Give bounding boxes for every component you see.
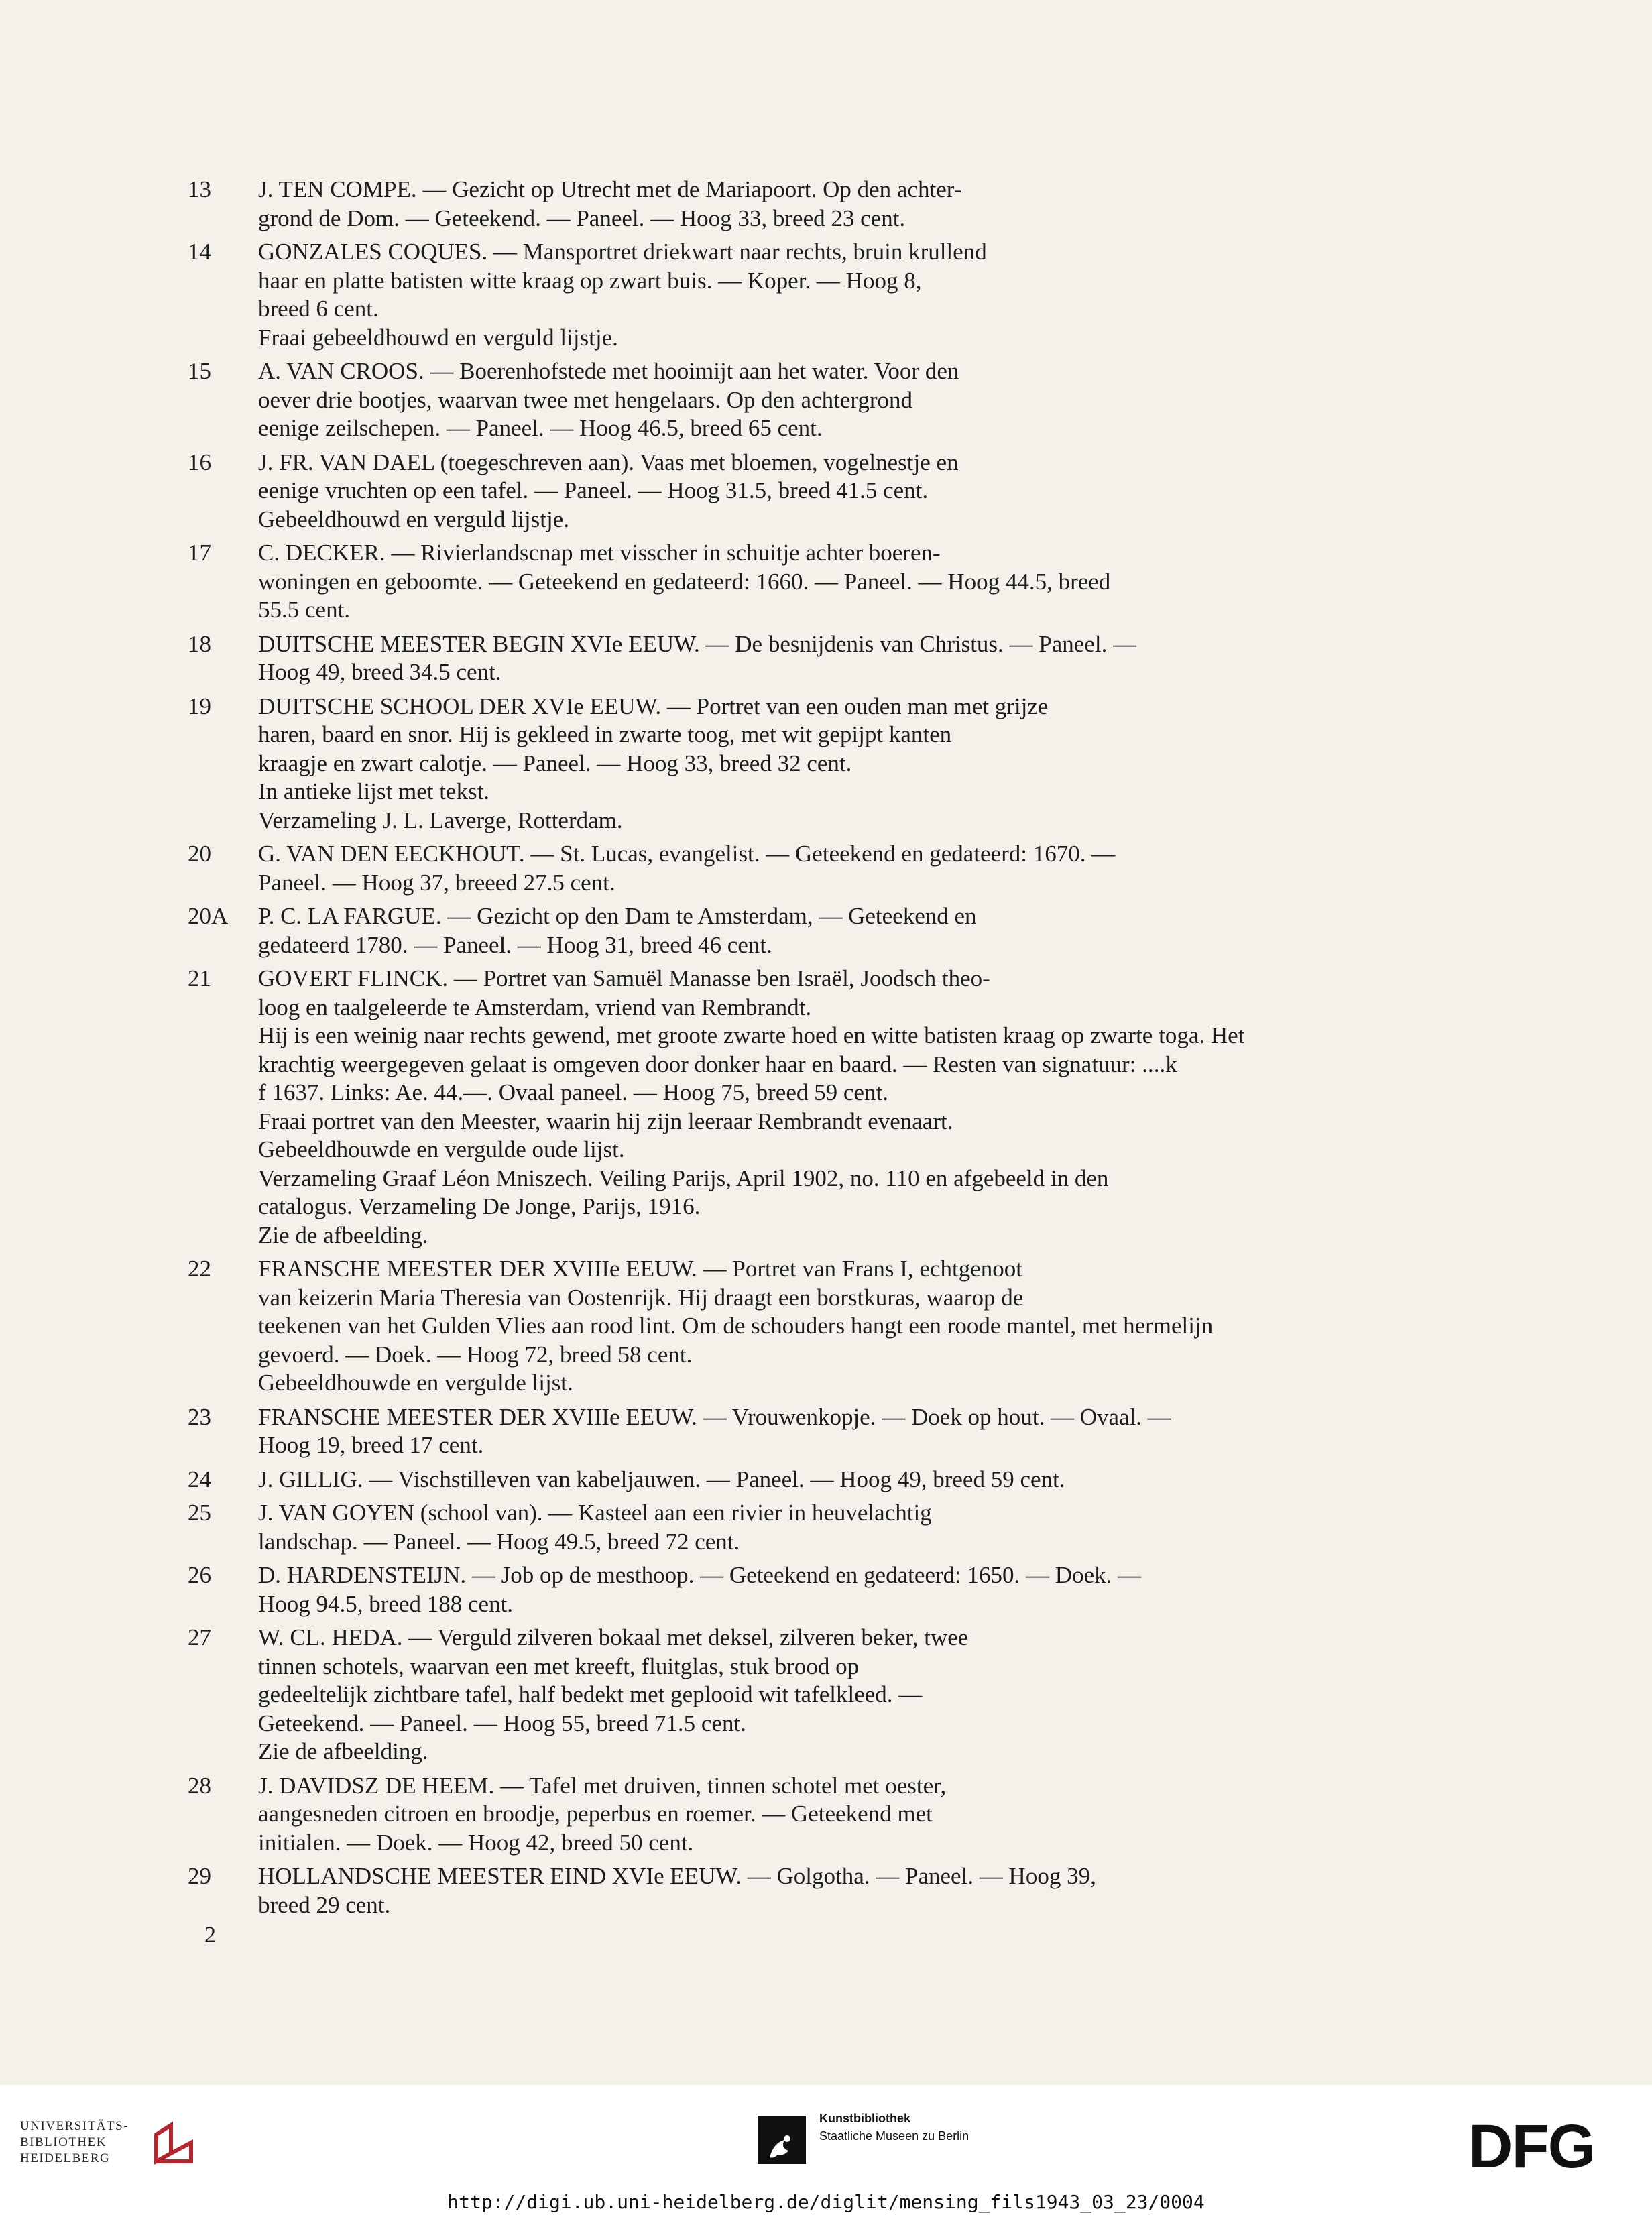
entry-line: loog en taalgeleerde te Amsterdam, vriend van Rembrandt. <box>258 994 812 1020</box>
entry-line: initialen. — Doek. — Hoog 42, breed 50 cent. <box>258 1829 694 1856</box>
catalog-entry <box>188 1255 1522 1398</box>
dfg-logo: DFG <box>1468 2112 1595 2181</box>
catalog-entry <box>188 840 1522 897</box>
entry-line: P. C. LA FARGUE. — Gezicht op den Dam te Amsterdam, — Geteekend en <box>258 903 977 929</box>
catalog-entry <box>188 902 1522 959</box>
entry-number: 25 <box>188 1500 211 1526</box>
entry-line: J. TEN COMPE. — Gezicht op Utrecht met de Mariapoort. Op den achter- <box>258 176 962 202</box>
entry-line: In antieke lijst met tekst. <box>258 778 490 804</box>
entry-line: oever drie bootjes, waarvan twee met hengelaars. Op den achtergrond <box>258 386 913 413</box>
entry-line: FRANSCHE MEESTER DER XVIIIe EEUW. — Portret van Frans I, echtgenoot <box>258 1256 1022 1282</box>
entry-number: 14 <box>188 239 211 265</box>
entry-line: gevoerd. — Doek. — Hoog 72, breed 58 cent. <box>258 1341 693 1368</box>
entry-line: Fraai gebeeldhouwd en verguld lijstje. <box>258 324 618 351</box>
catalog-entry <box>188 1624 1522 1766</box>
entry-line: 55.5 cent. <box>258 597 351 623</box>
entry-line: DUITSCHE MEESTER BEGIN XVIe EEUW. — De besnijdenis van Christus. — Paneel. — <box>258 630 1137 657</box>
entry-line: J. DAVIDSZ DE HEEM. — Tafel met druiven, tinnen schotel met oester, <box>258 1772 947 1799</box>
entry-number: 28 <box>188 1772 211 1799</box>
catalog-entry <box>188 1465 1522 1494</box>
entry-line: breed 29 cent. <box>258 1891 391 1918</box>
entry-line: van keizerin Maria Theresia van Oostenrijk. Hij draagt een borstkuras, waarop de <box>258 1284 1024 1311</box>
entry-line: Verzameling J. L. Laverge, Rotterdam. <box>258 806 623 833</box>
library-line-1: UNIVERSITÄTS- <box>20 2119 129 2133</box>
entry-number: 29 <box>188 1863 211 1889</box>
entry-line: GONZALES COQUES. — Mansportret driekwart naar rechts, bruin krullend <box>258 239 987 265</box>
entry-number: 27 <box>188 1624 211 1651</box>
entry-line: grond de Dom. — Geteekend. — Paneel. — Hoog 33, breed 23 cent. <box>258 204 906 231</box>
source-url[interactable]: http://digi.ub.uni-heidelberg.de/diglit/mensing_fils1943_03_23/0004 <box>447 2191 1205 2213</box>
entry-line: eenige zeilschepen. — Paneel. — Hoog 46.5, breed 65 cent. <box>258 415 823 441</box>
entry-number: 20A <box>188 903 229 929</box>
entry-line: J. GILLIG. — Vischstilleven van kabeljauwen. — Paneel. — Hoog 49, breed 59 cent. <box>258 1465 1065 1492</box>
catalog-entry <box>188 539 1522 625</box>
entry-line: gedateerd 1780. — Paneel. — Hoog 31, breed 46 cent. <box>258 931 772 958</box>
entry-line: J. VAN GOYEN (school van). — Kasteel aan een rivier in heuvelachtig <box>258 1500 932 1526</box>
catalog-entries <box>188 176 1522 1925</box>
entry-line: Hoog 49, breed 34.5 cent. <box>258 659 501 685</box>
entry-line: aangesneden citroen en broodje, peperbus en roemer. — Geteekend met <box>258 1801 933 1827</box>
catalog-entry <box>188 448 1522 534</box>
catalog-entry <box>188 1403 1522 1460</box>
entry-line: Paneel. — Hoog 37, breeed 27.5 cent. <box>258 869 615 896</box>
entry-number: 20 <box>188 841 211 867</box>
catalog-entry <box>188 238 1522 352</box>
entry-line: Zie de afbeelding. <box>258 1738 428 1764</box>
catalog-entry <box>188 1862 1522 1919</box>
entry-line: breed 6 cent. <box>258 296 379 322</box>
entry-line: landschap. — Paneel. — Hoog 49.5, breed 72 cent. <box>258 1528 740 1555</box>
entry-line: Gebeeldhouwd en verguld lijstje. <box>258 505 569 532</box>
catalog-entry <box>188 1561 1522 1618</box>
entry-line: f 1637. Links: Ae. 44.—. Ovaal paneel. — Hoog 75, breed 59 cent. <box>258 1079 888 1105</box>
kunstbibliothek-subtitle: Staatliche Museen zu Berlin <box>819 2129 969 2143</box>
entry-line: FRANSCHE MEESTER DER XVIIIe EEUW. — Vrouwenkopje. — Doek op hout. — Ovaal. — <box>258 1403 1171 1430</box>
entry-line: haren, baard en snor. Hij is gekleed in zwarte toog, met wit gepijpt kanten <box>258 721 952 747</box>
catalog-entry <box>188 965 1522 1250</box>
page-number: 2 <box>204 1923 216 1947</box>
catalog-entry <box>188 1772 1522 1858</box>
entry-line: W. CL. HEDA. — Verguld zilveren bokaal met deksel, zilveren beker, twee <box>258 1624 969 1651</box>
entry-line: Gebeeldhouwde en vergulde oude lijst. <box>258 1136 625 1162</box>
entry-number: 23 <box>188 1403 211 1430</box>
entry-line: J. FR. VAN DAEL (toegeschreven aan). Vaas met bloemen, vogelnestje en <box>258 448 959 475</box>
entry-line: G. VAN DEN EECKHOUT. — St. Lucas, evangelist. — Geteekend en gedateerd: 1670. — <box>258 841 1116 867</box>
catalog-entry <box>188 1499 1522 1556</box>
catalog-entry <box>188 176 1522 233</box>
entry-number: 16 <box>188 448 211 475</box>
kunstbibliothek-title: Kunstbibliothek <box>819 2112 910 2125</box>
catalog-entry <box>188 630 1522 687</box>
heidelberg-logo-icon <box>151 2120 199 2168</box>
entry-line: Fraai portret van den Meester, waarin hij zijn leeraar Rembrandt evenaart. <box>258 1107 953 1134</box>
entry-line: C. DECKER. — Rivierlandscnap met visscher in schuitje achter boeren- <box>258 540 941 566</box>
entry-line: Hoog 19, breed 17 cent. <box>258 1432 484 1458</box>
entry-line: gedeeltelijk zichtbare tafel, half bedekt met geplooid wit tafelkleed. — <box>258 1681 923 1707</box>
entry-number: 19 <box>188 693 211 719</box>
entry-line: GOVERT FLINCK. — Portret van Samuël Manasse ben Israël, Joodsch theo- <box>258 965 990 992</box>
entry-line: haar en platte batisten witte kraag op zwart buis. — Koper. — Hoog 8, <box>258 267 922 294</box>
entry-number: 26 <box>188 1562 211 1588</box>
entry-line: teekenen van het Gulden Vlies aan rood lint. Om de schouders hangt een roode mantel, met hermelijn <box>258 1313 1214 1339</box>
entry-line: DUITSCHE SCHOOL DER XVIe EEUW. — Portret van een ouden man met grijze <box>258 693 1049 719</box>
entry-line: HOLLANDSCHE MEESTER EIND XVIe EEUW. — Golgotha. — Paneel. — Hoog 39, <box>258 1863 1096 1889</box>
entry-line: A. VAN CROOS. — Boerenhofstede met hooimijt aan het water. Voor den <box>258 358 959 384</box>
entry-number: 21 <box>188 965 211 992</box>
entry-line: woningen en geboomte. — Geteekend en gedateerd: 1660. — Paneel. — Hoog 44.5, breed <box>258 568 1111 595</box>
library-line-3: HEIDELBERG <box>20 2151 111 2165</box>
entry-line: Gebeeldhouwde en vergulde lijst. <box>258 1370 573 1396</box>
entry-line: Hoog 94.5, breed 188 cent. <box>258 1590 514 1617</box>
entry-number: 15 <box>188 358 211 384</box>
entry-number: 24 <box>188 1465 211 1492</box>
entry-line: Zie de afbeelding. <box>258 1221 428 1248</box>
entry-line: tinnen schotels, waarvan een met kreeft, fluitglas, stuk brood op <box>258 1653 860 1679</box>
kunstbibliothek-eagle-icon <box>758 2116 811 2169</box>
entry-number: 13 <box>188 176 211 202</box>
entry-number: 17 <box>188 540 211 566</box>
entry-line: eenige vruchten op een tafel. — Paneel. — Hoog 31.5, breed 41.5 cent. <box>258 477 929 503</box>
entry-line: D. HARDENSTEIJN. — Job op de mesthoop. — Geteekend en gedateerd: 1650. — Doek. — <box>258 1562 1142 1588</box>
entry-line: Geteekend. — Paneel. — Hoog 55, breed 71.5 cent. <box>258 1710 746 1736</box>
catalog-entry <box>188 357 1522 443</box>
footer <box>0 2085 1652 2219</box>
entry-line: krachtig weergegeven gelaat is omgeven door donker haar en baard. — Resten van signatuur: ....k <box>258 1051 1177 1077</box>
library-line-2: BIBLIOTHEK <box>20 2135 107 2149</box>
entry-line: Verzameling Graaf Léon Mniszech. Veiling Parijs, April 1902, no. 110 en afgebeeld in den <box>258 1164 1109 1191</box>
entry-number: 18 <box>188 630 211 657</box>
entry-line: catalogus. Verzameling De Jonge, Parijs, 1916. <box>258 1193 701 1219</box>
catalog-entry <box>188 693 1522 835</box>
entry-line: Hij is een weinig naar rechts gewend, met groote zwarte hoed en witte batisten kraag op zwarte toga. Het <box>258 1022 1245 1048</box>
university-library-label <box>20 2118 129 2167</box>
entry-line: kraagje en zwart calotje. — Paneel. — Hoog 33, breed 32 cent. <box>258 749 852 776</box>
entry-number: 22 <box>188 1256 211 1282</box>
